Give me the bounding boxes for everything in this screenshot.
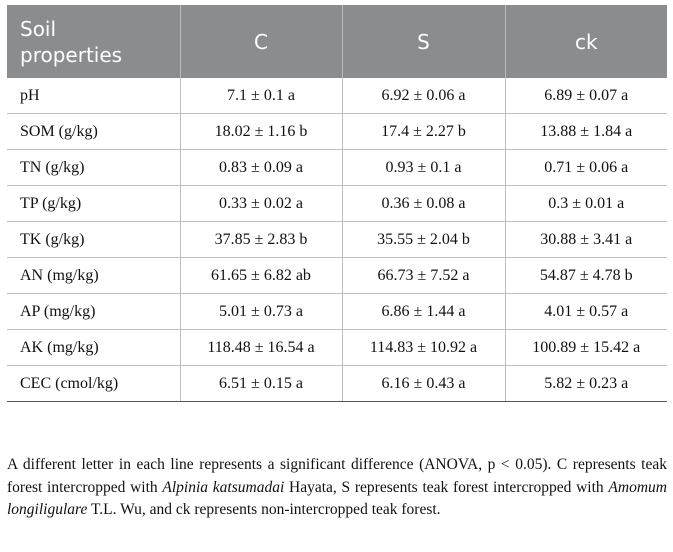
table-cell-value: 54.87 ± 4.78 b [505,258,667,294]
table-header [7,5,667,78]
table-cell-value: 5.01 ± 0.73 a [180,294,342,330]
row-property-label: pH [7,78,180,114]
footnote-species-2: Amomum longiligulare [7,478,667,518]
table-cell-value: 6.86 ± 1.44 a [342,294,505,330]
footnote-text-3: T.L. Wu, and ck represents non-intercropped teak forest. [87,501,441,518]
table-cell-value: 118.48 ± 16.54 a [180,330,342,366]
table-cell-value: 6.51 ± 0.15 a [180,366,342,402]
footnote-text-1: A different letter in each line represents a significant difference (ANOVA, p < 0.05). C represents teak forest intercropped with [7,456,667,496]
table-body [7,78,667,402]
table-cell-value: 6.89 ± 0.07 a [505,78,667,114]
table-footnote [7,454,667,522]
table-cell-value: 4.01 ± 0.57 a [505,294,667,330]
table-cell-value: 30.88 ± 3.41 a [505,222,667,258]
row-property-label: SOM (g/kg) [7,114,180,150]
table-cell-value: 0.33 ± 0.02 a [180,186,342,222]
row-property-label: CEC (cmol/kg) [7,366,180,402]
table-cell-value: 61.65 ± 6.82 ab [180,258,342,294]
table-cell-value: 35.55 ± 2.04 b [342,222,505,258]
row-property-label: TP (g/kg) [7,186,180,222]
table-cell-value: 18.02 ± 1.16 b [180,114,342,150]
row-property-label: AN (mg/kg) [7,258,180,294]
row-property-label: AP (mg/kg) [7,294,180,330]
header-ck: ck [505,5,667,78]
row-property-label: TK (g/kg) [7,222,180,258]
soil-properties-table-container [7,5,667,402]
table-cell-value: 0.71 ± 0.06 a [505,150,667,186]
table-row [7,222,667,258]
footnote-species-1: Alpinia katsumadai [162,478,285,496]
footnote-text-2: Hayata, S represents teak forest intercropped with [284,478,609,496]
table-cell-value: 0.3 ± 0.01 a [505,186,667,222]
table-cell-value: 0.36 ± 0.08 a [342,186,505,222]
table-cell-value: 100.89 ± 15.42 a [505,330,667,366]
table-cell-value: 114.83 ± 10.92 a [342,330,505,366]
table-row [7,366,667,402]
table-row [7,78,667,114]
table-row [7,294,667,330]
header-c: C [180,5,342,78]
table-row [7,150,667,186]
table-row [7,114,667,150]
table-cell-value: 13.88 ± 1.84 a [505,114,667,150]
header-s: S [342,5,505,78]
header-row [7,5,667,78]
table-cell-value: 6.16 ± 0.43 a [342,366,505,402]
table-cell-value: 0.93 ± 0.1 a [342,150,505,186]
table-row [7,330,667,366]
table-cell-value: 7.1 ± 0.1 a [180,78,342,114]
table-cell-value: 5.82 ± 0.23 a [505,366,667,402]
table-cell-value: 37.85 ± 2.83 b [180,222,342,258]
header-soil-properties: Soil properties [7,5,180,78]
row-property-label: AK (mg/kg) [7,330,180,366]
table-cell-value: 17.4 ± 2.27 b [342,114,505,150]
table-cell-value: 0.83 ± 0.09 a [180,150,342,186]
table-row [7,258,667,294]
table-row [7,186,667,222]
soil-properties-table [7,5,667,402]
row-property-label: TN (g/kg) [7,150,180,186]
table-cell-value: 6.92 ± 0.06 a [342,78,505,114]
table-cell-value: 66.73 ± 7.52 a [342,258,505,294]
